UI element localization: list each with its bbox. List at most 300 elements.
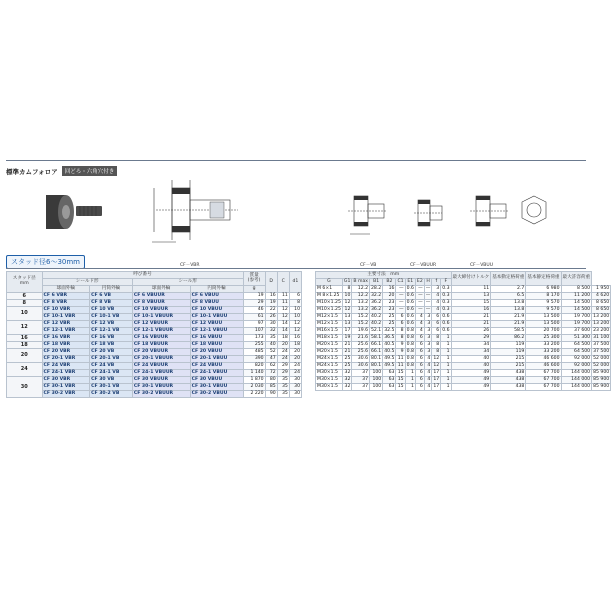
C-cell: 12 <box>277 307 289 314</box>
value-cell: 11 <box>397 355 404 361</box>
table-row <box>316 363 611 370</box>
value-cell: 52 000 <box>593 355 610 361</box>
value-cell: 34 <box>451 342 491 349</box>
table-row <box>7 328 302 335</box>
model-code-cell: CF 16 VBUUR <box>132 335 190 342</box>
value-cell: 92 000 <box>561 356 592 363</box>
value-cell: 52.1 <box>371 327 382 333</box>
shield-header: シールド形 <box>42 279 132 286</box>
value-cell: 4 <box>424 356 432 363</box>
g-cell: 29 <box>243 300 265 307</box>
vbuu-cross-section-diagram <box>468 188 558 240</box>
dim-col-header: E2 <box>416 278 423 284</box>
value-cell: — <box>415 286 424 293</box>
table-top-rule <box>6 268 586 269</box>
value-cell: 25.6 <box>352 349 370 356</box>
thread-cell: M 8×1.25 <box>316 293 343 300</box>
allow-load-header: 最大許容荷重 <box>561 272 592 286</box>
d1-cell: 24 <box>289 370 301 377</box>
value-cell: 13.8 <box>491 300 526 307</box>
value-cell: 21 <box>342 342 351 349</box>
value-cell: 13 <box>451 293 491 300</box>
model-code-cell: CF 30-2 VBUU <box>190 391 243 398</box>
thread-cell: M12×1.5 <box>316 314 343 321</box>
value-cell: 40.5 <box>384 348 395 354</box>
table-row <box>316 349 611 356</box>
model-code-cell: CF 10 VBUU <box>190 307 243 314</box>
table-row <box>7 377 302 384</box>
value-cell: 34 <box>451 349 491 356</box>
stud-size-cell: 8 <box>7 300 43 307</box>
value-cell: 23 200 <box>593 327 610 333</box>
value-cell: 12 <box>342 300 351 307</box>
value-cell: 6 <box>396 314 405 321</box>
D-cell: 90 <box>265 391 277 398</box>
D-cell: 22 <box>265 307 277 314</box>
value-cell: 4 <box>424 363 432 370</box>
value-cell: 17 <box>433 383 440 389</box>
value-cell: 16 <box>383 286 396 293</box>
value-cell: 9 570 <box>526 307 561 314</box>
value-cell: 12 <box>433 362 440 368</box>
model-code-cell: CF 20 VB <box>90 349 133 356</box>
value-cell: 0.6 <box>406 292 414 298</box>
g-cell: 61 <box>243 314 265 321</box>
dim-col-header: F <box>441 279 451 286</box>
value-cell: 6 <box>415 363 424 370</box>
value-cell: 58.5 <box>491 328 526 335</box>
table-row <box>316 307 611 314</box>
value-cell: 6 <box>432 321 441 328</box>
value-cell: 1 <box>441 356 451 363</box>
value-cell: 25 <box>342 356 351 363</box>
value-cell: 52 000 <box>593 362 610 368</box>
torque-header: 最大締付けトルク <box>451 272 491 286</box>
model-code-cell: CF 8 VBUU <box>190 300 243 307</box>
d1-cell: 20 <box>289 356 301 363</box>
value-cell: 4 <box>432 293 441 300</box>
value-cell: 19 700 <box>561 314 592 321</box>
value-cell: 40 <box>451 356 491 363</box>
model-code-cell: CF 30-1 VBUU <box>190 384 243 391</box>
value-cell: 17 <box>433 369 440 375</box>
table-row <box>316 328 611 335</box>
stud-size-cell: 6 <box>7 293 43 300</box>
model-code-cell: CF 24 VBUU <box>190 363 243 370</box>
value-cell: 23 <box>383 307 396 314</box>
stud-size-cell: 10 <box>7 307 43 321</box>
vbuur-cross-section-diagram <box>412 194 444 236</box>
value-cell: 0.6 <box>406 306 414 312</box>
value-cell: 13 <box>342 314 351 321</box>
value-cell: 215 <box>491 356 526 363</box>
value-cell: 25 <box>383 314 396 321</box>
model-code-cell: CF 18 VBUUR <box>132 342 190 349</box>
value-cell: 23 <box>383 300 396 307</box>
value-cell: 37 <box>352 370 370 377</box>
value-cell: 0.3 <box>442 292 450 298</box>
model-code-cell: CF 8 VBUUR <box>132 300 190 307</box>
value-cell: 4 <box>415 328 424 335</box>
value-cell: 13 500 <box>526 314 561 321</box>
model-code-cell: CF 30 VB <box>90 377 133 384</box>
vb-cross-section-diagram <box>346 188 388 240</box>
value-cell: 1 <box>441 370 451 377</box>
section-header <box>6 166 117 176</box>
value-cell: 9 <box>396 349 405 356</box>
diagram-label-vbuu: CF－VBUU <box>470 263 493 268</box>
value-cell: 3 <box>424 328 432 335</box>
value-cell: 15 <box>397 376 404 382</box>
value-cell: 67 700 <box>526 384 561 391</box>
value-cell: — <box>415 293 424 300</box>
value-cell: 3 <box>424 335 432 342</box>
value-cell: 40.2 <box>371 313 382 319</box>
value-cell: 36.2 <box>371 306 382 312</box>
value-cell: 11 <box>451 286 491 293</box>
D-cell: 32 <box>265 328 277 335</box>
model-code-cell: CF 10 VBR <box>42 307 90 314</box>
model-code-cell: CF 10-1 VBUU <box>190 314 243 321</box>
value-cell: 8 <box>396 335 405 342</box>
table-row <box>7 349 302 356</box>
section-title: 標準カムフォロア <box>6 167 58 176</box>
value-cell: 26 <box>451 328 491 335</box>
model-code-cell: CF 24-1 VBR <box>42 370 90 377</box>
model-code-cell: CF 10-1 VB <box>90 314 133 321</box>
D-cell: 62 <box>265 363 277 370</box>
value-cell: 85 900 <box>593 383 610 389</box>
model-code-cell: CF 30-2 VBUUR <box>132 391 190 398</box>
value-cell: 9 570 <box>526 300 561 307</box>
value-cell: 1 <box>441 363 451 370</box>
mass-header: 質量 (参考) <box>243 272 265 286</box>
value-cell: 119 <box>491 349 526 356</box>
value-cell: 3 <box>424 349 432 356</box>
model-code-cell: CF 24-1 VBUU <box>190 370 243 377</box>
stud-size-cell: 24 <box>7 363 43 377</box>
table-row <box>7 335 302 342</box>
value-cell: 8 <box>432 342 441 349</box>
D-cell: 19 <box>265 300 277 307</box>
model-code-cell: CF 8 VB <box>90 300 133 307</box>
cyl-header: 円筒外輪 <box>190 286 243 293</box>
value-cell: 85 900 <box>593 369 610 375</box>
thread-cell: M30×1.5 <box>316 370 343 377</box>
table-row <box>7 356 302 363</box>
value-cell: 20 700 <box>526 328 561 335</box>
model-code-cell: CF 6 VBUUR <box>132 293 190 300</box>
model-code-cell: CF 20-1 VBUU <box>190 356 243 363</box>
value-cell: 0.6 <box>442 320 450 326</box>
value-cell: 11 200 <box>561 293 592 300</box>
value-cell: 40 <box>451 363 491 370</box>
table-row <box>7 293 302 300</box>
value-cell: 438 <box>491 370 526 377</box>
model-code-cell: CF 30 VBUUR <box>132 377 190 384</box>
value-cell: 21 <box>342 349 351 356</box>
value-cell: 85 900 <box>593 376 610 382</box>
table-row <box>316 377 611 384</box>
model-code-cell: CF 20-1 VBR <box>42 356 90 363</box>
model-code-cell: CF 8 VBR <box>42 300 90 307</box>
value-cell: 21.9 <box>491 321 526 328</box>
cam-follower-photo <box>36 192 106 232</box>
model-code-cell: CF 20-1 VBUUR <box>132 356 190 363</box>
value-cell: 0.8 <box>406 341 414 347</box>
value-cell: 6 <box>415 342 424 349</box>
value-cell: 6 <box>415 349 424 356</box>
value-cell: — <box>425 285 431 291</box>
value-cell: 63 <box>383 384 396 391</box>
g-cell: 485 <box>243 349 265 356</box>
value-cell: 64 500 <box>561 349 592 356</box>
table-row <box>316 384 611 391</box>
table-row <box>7 314 302 321</box>
C-cell: 35 <box>277 377 289 384</box>
C-cell: 29 <box>277 370 289 377</box>
value-cell: 1 <box>405 384 415 391</box>
dim-col-header: B1 <box>370 279 383 286</box>
dim-col-header: B2 <box>383 279 396 286</box>
value-cell: 58.1 <box>371 334 382 340</box>
model-code-cell: CF 12 VBR <box>42 321 90 328</box>
model-code-cell: CF 6 VBUU <box>190 293 243 300</box>
table-row <box>7 370 302 377</box>
value-cell: 20 <box>383 293 396 300</box>
D-cell: 16 <box>265 293 277 300</box>
value-cell: 6 <box>432 314 441 321</box>
value-cell: 12.2 <box>352 293 370 300</box>
value-cell: 4 <box>432 300 441 307</box>
value-cell: 17 <box>433 376 440 382</box>
value-cell: — <box>425 306 431 312</box>
table-row <box>316 314 611 321</box>
model-code-cell: CF 12-1 VBR <box>42 328 90 335</box>
C-cell: 35 <box>277 384 289 391</box>
d1-cell: 20 <box>289 349 301 356</box>
table-row <box>7 391 302 398</box>
D-cell: 52 <box>265 349 277 356</box>
table-row <box>316 342 611 349</box>
value-cell: — <box>396 300 405 307</box>
value-cell: 15 <box>397 369 404 375</box>
C-cell: 24 <box>277 349 289 356</box>
model-code-cell: CF 10 VBUUR <box>132 307 190 314</box>
value-cell: 8 <box>342 286 351 293</box>
value-cell: — <box>396 286 405 293</box>
d1-cell: 10 <box>289 314 301 321</box>
model-code-cell: CF 10-1 VBR <box>42 314 90 321</box>
value-cell: 37 <box>352 377 370 384</box>
value-cell: 1 <box>441 349 451 356</box>
g-cell: 2 030 <box>243 384 265 391</box>
value-cell: 6.5 <box>491 293 526 300</box>
value-cell: 13.2 <box>352 300 370 307</box>
value-cell: 11 <box>397 362 404 368</box>
value-cell: 67 700 <box>526 370 561 377</box>
value-cell: — <box>396 307 405 314</box>
thread-cell: M 6×1 <box>316 286 343 293</box>
g-cell: 173 <box>243 335 265 342</box>
value-cell: 17 <box>342 328 351 335</box>
value-cell: 8 650 <box>592 300 611 307</box>
g-cell: 390 <box>243 356 265 363</box>
value-cell: 36.5 <box>384 334 395 340</box>
d1-cell: 12 <box>289 321 301 328</box>
g-cell: 1 870 <box>243 377 265 384</box>
value-cell: 144 000 <box>561 384 592 391</box>
value-cell: 15.2 <box>352 321 370 328</box>
stud-header: スタッド径 mm <box>7 272 43 293</box>
value-cell: 0.6 <box>406 299 414 305</box>
value-cell: 16 <box>451 307 491 314</box>
model-code-cell: CF 6 VB <box>90 293 133 300</box>
C-cell: 35 <box>277 391 289 398</box>
value-cell: 1 950 <box>592 286 611 293</box>
value-cell: 4 <box>432 307 441 314</box>
value-cell: 0.6 <box>406 320 414 326</box>
g-cell: 255 <box>243 342 265 349</box>
value-cell: 15 <box>397 383 404 389</box>
value-cell: 13.2 <box>352 307 370 314</box>
value-cell: 19 700 <box>561 321 592 328</box>
model-code-cell: CF 24 VBR <box>42 363 90 370</box>
value-cell: — <box>415 300 424 307</box>
table-row <box>316 286 611 293</box>
mass-unit-header: g <box>243 286 265 293</box>
value-cell: 30.6 <box>352 363 370 370</box>
D-cell: 80 <box>265 377 277 384</box>
value-cell: 0.3 <box>442 306 450 312</box>
value-cell: 2.7 <box>491 286 526 293</box>
value-cell: 67 700 <box>526 377 561 384</box>
value-cell: 49.5 <box>384 362 395 368</box>
value-cell: 6 <box>415 335 424 342</box>
value-cell: 25 <box>383 321 396 328</box>
value-cell: 19 <box>342 335 351 342</box>
thread-cell: M12×1.5 <box>316 321 343 328</box>
D-cell: 47 <box>265 356 277 363</box>
value-cell: 438 <box>491 377 526 384</box>
dim-col-header: G1 <box>343 278 351 284</box>
value-cell: 3 <box>424 342 432 349</box>
value-cell: 100 <box>370 377 383 384</box>
value-cell: 144 000 <box>561 370 592 377</box>
model-code-cell: CF 20 VBUUR <box>132 349 190 356</box>
model-code-cell: CF 24 VBUUR <box>132 363 190 370</box>
value-cell: 1 <box>441 377 451 384</box>
diagram-label-vb: CF－VB <box>360 263 377 268</box>
model-code-cell: CF 12-1 VBUUR <box>132 328 190 335</box>
D-cell: 40 <box>265 342 277 349</box>
vbr-cross-section-diagram <box>146 174 242 246</box>
model-code-cell: CF 10-1 VBUUR <box>132 314 190 321</box>
table-row <box>316 300 611 307</box>
thread-cell: M20×1.5 <box>316 349 343 356</box>
C-cell: 11 <box>277 300 289 307</box>
value-cell: 100 <box>370 384 383 391</box>
value-cell: 0.8 <box>406 355 414 361</box>
C-cell: 20 <box>277 342 289 349</box>
value-cell: 31 100 <box>593 334 610 340</box>
value-cell: 3 <box>432 286 441 293</box>
value-cell: 144 000 <box>561 377 592 384</box>
value-cell: 119 <box>491 342 526 349</box>
value-cell: 49 <box>451 370 491 377</box>
value-cell: 1 <box>441 335 451 342</box>
value-cell: 49 <box>451 377 491 384</box>
value-cell: 8 <box>432 349 441 356</box>
value-cell: — <box>415 307 424 314</box>
value-cell: 37 <box>352 384 370 391</box>
value-cell: — <box>396 293 405 300</box>
model-code-cell: CF 30-1 VB <box>90 384 133 391</box>
table-row <box>316 293 611 300</box>
value-cell: 4 <box>424 370 432 377</box>
g-cell: 107 <box>243 328 265 335</box>
d1-cell: 8 <box>289 300 301 307</box>
model-code-cell: CF 10 VB <box>90 307 133 314</box>
dim-col-header: G <box>316 279 343 286</box>
value-cell: 37 500 <box>593 341 610 347</box>
value-cell: 0.3 <box>442 299 450 305</box>
value-cell: 66.1 <box>371 341 382 347</box>
g-cell: 46 <box>243 307 265 314</box>
value-cell: 25.6 <box>352 342 370 349</box>
value-cell: 37 600 <box>561 328 592 335</box>
model-code-cell: CF 20 VBUU <box>190 349 243 356</box>
value-cell: 8 <box>396 328 405 335</box>
dim-col-header: C1 <box>397 278 404 284</box>
value-cell: 1 <box>405 370 415 377</box>
thread-cell: M24×1.5 <box>316 363 343 370</box>
d1-cell: 30 <box>289 384 301 391</box>
value-cell: 92 000 <box>561 363 592 370</box>
stud-range-badge: スタッド径6〜30mm <box>6 255 85 269</box>
value-cell: 25 300 <box>526 335 561 342</box>
value-cell: 1 <box>441 342 451 349</box>
model-code-cell: CF 30 VBUU <box>190 377 243 384</box>
table-row <box>7 342 302 349</box>
value-cell: 10 <box>342 293 351 300</box>
value-cell: 3 <box>424 321 432 328</box>
value-cell: 51 300 <box>561 335 592 342</box>
value-cell: 100 <box>370 370 383 377</box>
C-cell: 14 <box>277 328 289 335</box>
value-cell: 6 <box>415 370 424 377</box>
ball-header: 球面外輪 <box>42 286 90 293</box>
value-cell: 32 <box>342 384 351 391</box>
basic-load-header: 基本動定格荷重 <box>491 272 526 286</box>
thread-cell: M16×1.5 <box>316 328 343 335</box>
code-header: 呼び番号 <box>42 272 243 279</box>
model-code-cell: CF 18 VB <box>90 342 133 349</box>
d1-cell: 30 <box>289 377 301 384</box>
value-cell: 13 200 <box>593 320 610 326</box>
value-cell: 13 500 <box>526 321 561 328</box>
stud-size-cell: 12 <box>7 321 43 335</box>
model-code-cell: CF 16 VBUU <box>190 335 243 342</box>
value-cell: 9 <box>396 342 405 349</box>
model-code-cell: CF 30-2 VB <box>90 391 133 398</box>
d1-cell: 6 <box>289 293 301 300</box>
value-cell: 6 <box>396 321 405 328</box>
thread-cell: M10×1.25 <box>317 299 341 305</box>
model-code-cell: CF 12 VBUUR <box>132 321 190 328</box>
value-cell: 4 620 <box>592 293 611 300</box>
value-cell: 80.1 <box>371 355 382 361</box>
